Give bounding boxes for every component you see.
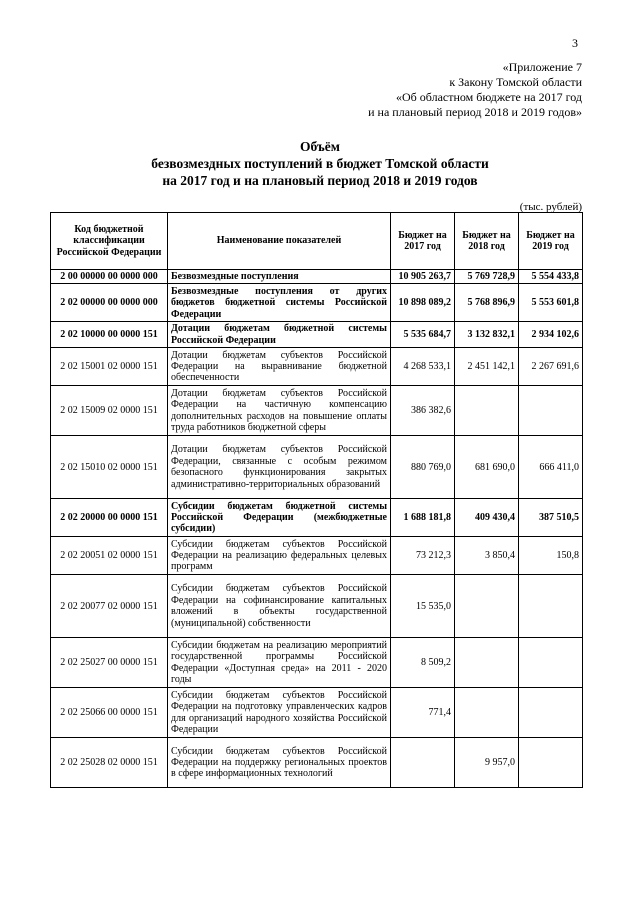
- row-code: 2 02 00000 00 0000 000: [51, 284, 168, 322]
- row-name: Субсидии бюджетам бюджетной системы Российской Федерации (межбюджетные субсидии): [168, 499, 391, 537]
- row-2018: 409 430,4: [455, 499, 519, 537]
- row-name: Субсидии бюджетам субъектов Российской Федерации на софинансирование капитальных вложений в объекты государственной (муниципальной) собственности: [168, 575, 391, 638]
- row-2018: 681 690,0: [455, 436, 519, 499]
- row-2019: [519, 738, 583, 788]
- row-code: 2 02 15009 02 0000 151: [51, 386, 168, 436]
- row-code: 2 02 15001 02 0000 151: [51, 348, 168, 386]
- row-2018: 3 850,4: [455, 537, 519, 575]
- appendix-line: «Приложение 7: [502, 60, 582, 74]
- row-2018: [455, 386, 519, 436]
- title-line: Объём: [300, 139, 340, 154]
- row-name: Субсидии бюджетам субъектов Российской Федерации на поддержку региональных проектов в сфере информационных технологий: [168, 738, 391, 788]
- row-2017: 8 509,2: [391, 638, 455, 688]
- row-2019: 2 934 102,6: [519, 322, 583, 348]
- row-name: Дотации бюджетам субъектов Российской Федерации на частичную компенсацию дополнительных расходов на повышение оплаты труда работников бюджетной сферы: [168, 386, 391, 436]
- budget-table: [50, 212, 583, 788]
- header-name: Наименование показателей: [168, 213, 391, 270]
- row-name: Субсидии бюджетам субъектов Российской Федерации на подготовку управленческих кадров для организаций народного хозяйства Российской Федерации: [168, 688, 391, 738]
- row-2018: [455, 638, 519, 688]
- row-2018: 9 957,0: [455, 738, 519, 788]
- row-2018: 5 768 896,9: [455, 284, 519, 322]
- row-2017: 386 382,6: [391, 386, 455, 436]
- table-header-row: [51, 213, 583, 270]
- page-number: 3: [572, 36, 578, 50]
- appendix-line: «Об областном бюджете на 2017 год: [396, 90, 582, 104]
- row-code: 2 02 20077 02 0000 151: [51, 575, 168, 638]
- document-title: [0, 138, 640, 189]
- header-2018: Бюджет на 2018 год: [455, 213, 519, 270]
- row-2017: 4 268 533,1: [391, 348, 455, 386]
- header-code: Код бюджетной классификации Российской Федерации: [51, 213, 168, 270]
- table-row: [51, 386, 583, 436]
- row-2018: 2 451 142,1: [455, 348, 519, 386]
- row-2017: 880 769,0: [391, 436, 455, 499]
- row-code: 2 00 00000 00 0000 000: [51, 270, 168, 284]
- appendix-line: и на плановый период 2018 и 2019 годов»: [368, 105, 582, 119]
- header-2017: Бюджет на 2017 год: [391, 213, 455, 270]
- row-2018: 3 132 832,1: [455, 322, 519, 348]
- row-name: Дотации бюджетам субъектов Российской Федерации на выравнивание бюджетной обеспеченности: [168, 348, 391, 386]
- row-2017: 10 898 089,2: [391, 284, 455, 322]
- row-2019: 387 510,5: [519, 499, 583, 537]
- row-name: Безвозмездные поступления: [168, 270, 391, 284]
- table-row: [51, 738, 583, 788]
- row-2019: [519, 638, 583, 688]
- row-2019: 2 267 691,6: [519, 348, 583, 386]
- table-row: [51, 638, 583, 688]
- row-2019: [519, 575, 583, 638]
- row-name: Дотации бюджетам бюджетной системы Российской Федерации: [168, 322, 391, 348]
- table-row: [51, 499, 583, 537]
- row-2018: 5 769 728,9: [455, 270, 519, 284]
- row-2018: [455, 688, 519, 738]
- row-code: 2 02 20000 00 0000 151: [51, 499, 168, 537]
- appendix-reference: [368, 60, 582, 120]
- units-note: (тыс. рублей): [519, 201, 582, 213]
- row-code: 2 02 25027 00 0000 151: [51, 638, 168, 688]
- row-2018: [455, 575, 519, 638]
- table-row: [51, 284, 583, 322]
- header-2019: Бюджет на 2019 год: [519, 213, 583, 270]
- row-2017: 771,4: [391, 688, 455, 738]
- row-name: Дотации бюджетам субъектов Российской Федерации, связанные с особым режимом безопасного функционирования закрытых административно-территориальных образований: [168, 436, 391, 499]
- row-2019: 5 554 433,8: [519, 270, 583, 284]
- row-name: Безвозмездные поступления от других бюджетов бюджетной системы Российской Федерации: [168, 284, 391, 322]
- row-2017: 15 535,0: [391, 575, 455, 638]
- row-2019: 666 411,0: [519, 436, 583, 499]
- table-row: [51, 688, 583, 738]
- title-line: безвозмездных поступлений в бюджет Томской области: [151, 156, 489, 171]
- table-row: [51, 575, 583, 638]
- table-row: [51, 322, 583, 348]
- title-line: на 2017 год и на плановый период 2018 и 2019 годов: [162, 173, 478, 188]
- row-2019: 150,8: [519, 537, 583, 575]
- row-name: Субсидии бюджетам на реализацию мероприятий государственной программы Российской Федерации «Доступная среда» на 2011 - 2020 годы: [168, 638, 391, 688]
- row-name: Субсидии бюджетам субъектов Российской Федерации на реализацию федеральных целевых программ: [168, 537, 391, 575]
- table-row: [51, 537, 583, 575]
- row-2017: 10 905 263,7: [391, 270, 455, 284]
- table-row: [51, 436, 583, 499]
- appendix-line: к Закону Томской области: [449, 75, 582, 89]
- row-2017: [391, 738, 455, 788]
- row-2019: [519, 688, 583, 738]
- row-code: 2 02 10000 00 0000 151: [51, 322, 168, 348]
- row-code: 2 02 25066 00 0000 151: [51, 688, 168, 738]
- row-code: 2 02 25028 02 0000 151: [51, 738, 168, 788]
- row-2019: 5 553 601,8: [519, 284, 583, 322]
- row-code: 2 02 20051 02 0000 151: [51, 537, 168, 575]
- row-2017: 5 535 684,7: [391, 322, 455, 348]
- table-row: [51, 348, 583, 386]
- row-2017: 1 688 181,8: [391, 499, 455, 537]
- table-row: [51, 270, 583, 284]
- row-code: 2 02 15010 02 0000 151: [51, 436, 168, 499]
- row-2017: 73 212,3: [391, 537, 455, 575]
- row-2019: [519, 386, 583, 436]
